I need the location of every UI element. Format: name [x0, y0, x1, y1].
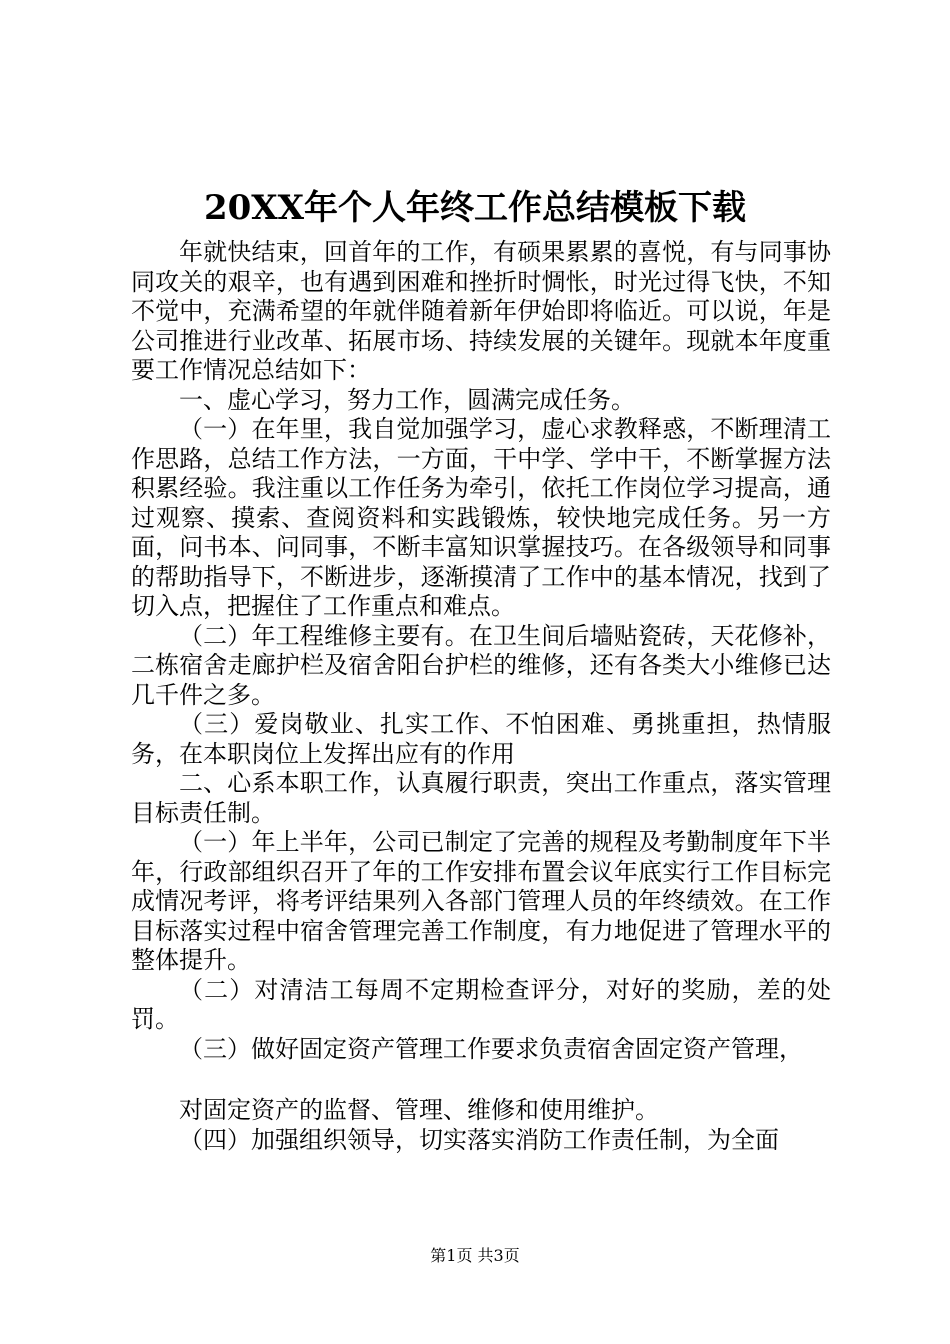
section-heading-2: 二、心系本职工作，认真履行职责，突出工作重点，落实管理目标责任制。 — [131, 769, 831, 827]
document-body — [131, 238, 831, 1155]
paragraph-1-2: （二）年工程维修主要有。在卫生间后墙贴瓷砖，天花修补，二栋宿舍走廊护栏及宿舍阳台护栏的维修，还有各类大小维修已达几千件之多。 — [131, 621, 831, 709]
paragraph-2-2: （二）对清洁工每周不定期检查评分，对好的奖励，差的处罚。 — [131, 975, 831, 1033]
paragraph-2-4: （四）加强组织领导，切实落实消防工作责任制，为全面 — [179, 1125, 779, 1154]
paragraph-2-1: （一）年上半年，公司已制定了完善的规程及考勤制度年下半年，行政部组织召开了年的工作安排布置会议年底实行工作目标完成情况考评，将考评结果列入各部门管理人员的年终绩效。在工作目标落实过程中宿舍管理完善工作制度，有力地促进了管理水平的整体提升。 — [131, 828, 831, 974]
paragraph-intro: 年就快结束，回首年的工作，有硕果累累的喜悦，有与同事协同攻关的艰辛，也有遇到困难和挫折时惆怅，时光过得飞快，不知不觉中，充满希望的年就伴随着新年伊始即将临近。可以说，年是公司推进行业改革、拓展市场、持续发展的关键年。现就本年度重要工作情况总结如下： — [131, 238, 831, 384]
paragraph-2-3-continued: 对固定资产的监督、管理、维修和使用维护。 — [179, 1096, 659, 1124]
section-heading-1: 一、虚心学习，努力工作，圆满完成任务。 — [179, 385, 635, 414]
paragraph-1-1: （一）在年里，我自觉加强学习，虚心求教释惑，不断理清工作思路，总结工作方法，一方面，干中学、学中干，不断掌握方法积累经验。我注重以工作任务为牵引，依托工作岗位学习提高，通过观察、摸索、查阅资料和实践锻炼，较快地完成任务。另一方面，问书本、问同事，不断丰富知识掌握技巧。在各级领导和同事的帮助指导下，不断进步，逐渐摸清了工作中的基本情况，找到了切入点，把握住了工作重点和难点。 — [131, 415, 831, 620]
page-footer: 第1页 共3页 — [430, 1246, 520, 1265]
document-title: 20XX年个人年终工作总结模板下载 — [203, 188, 747, 228]
paragraph-2-3: （三）做好固定资产管理工作要求负责宿舍固定资产管理， — [179, 1034, 803, 1063]
paragraph-1-3: （三）爱岗敬业、扎实工作、不怕困难、勇挑重担，热情服务，在本职岗位上发挥出应有的作用 — [131, 710, 831, 768]
